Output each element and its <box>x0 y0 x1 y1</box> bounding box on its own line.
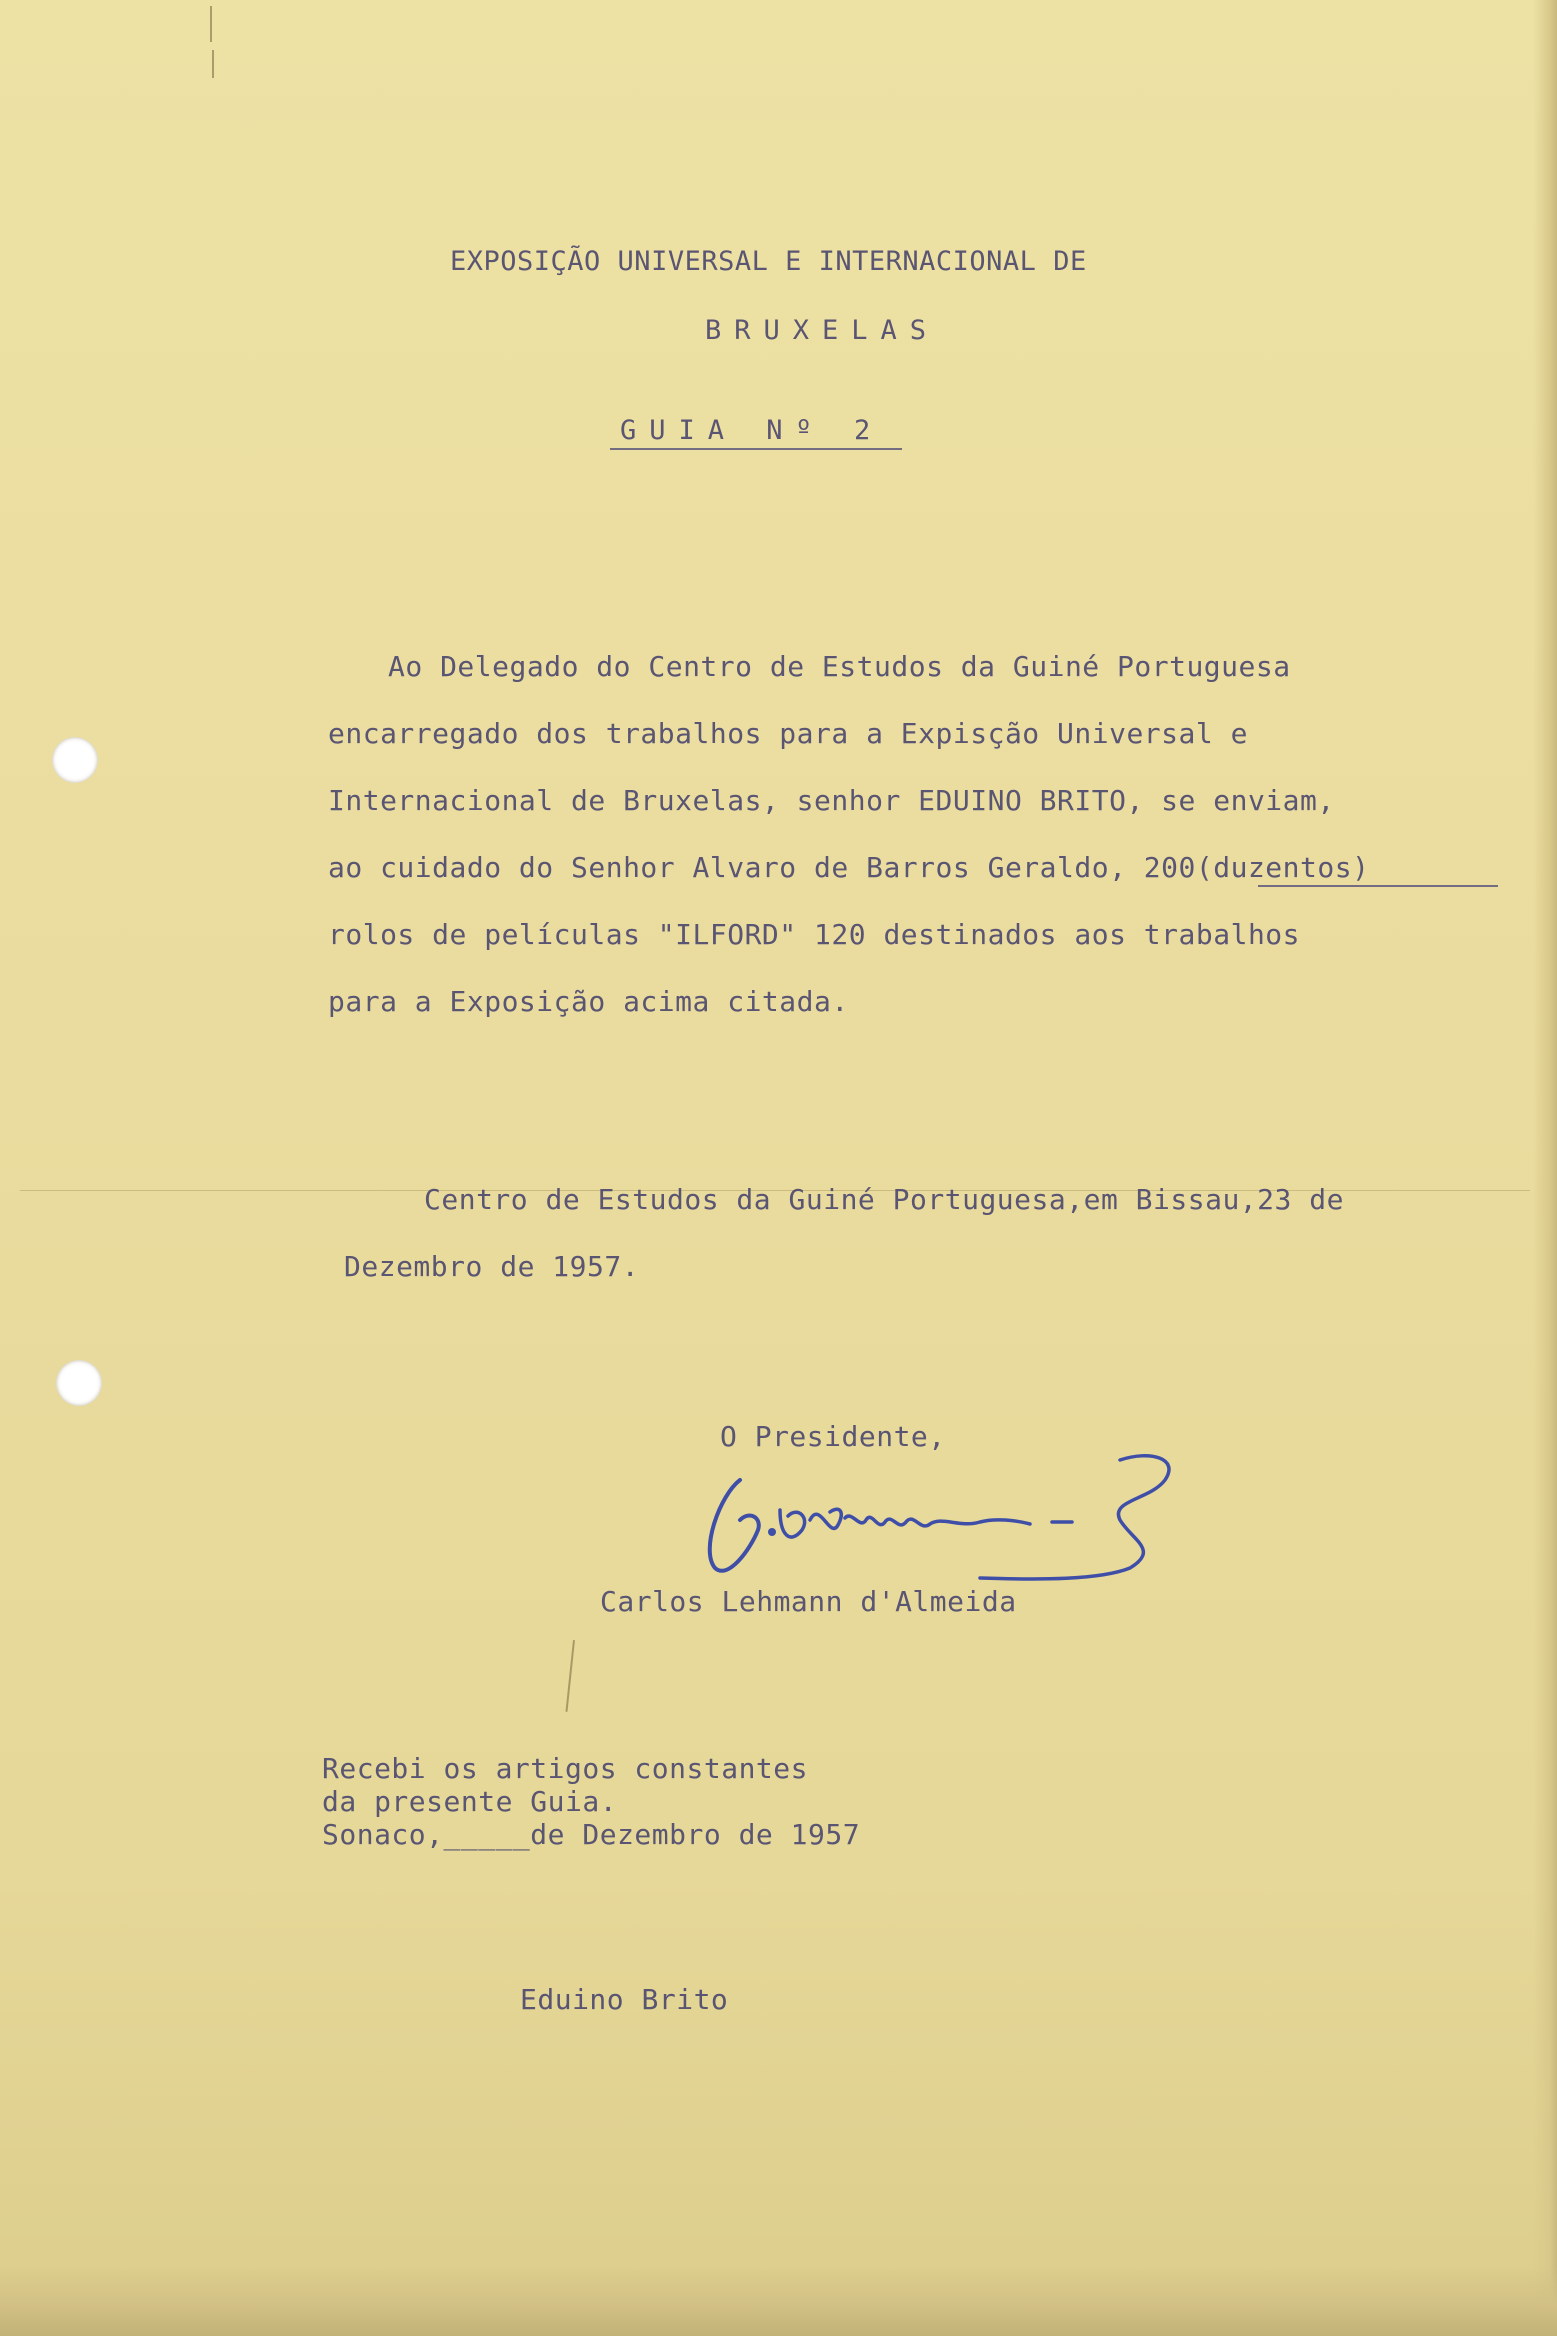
place-date-line-2: Dezembro de 1957. <box>344 1250 640 1283</box>
paper-edge-shadow <box>1533 0 1557 2336</box>
paper-crease <box>565 1640 575 1712</box>
handwritten-signature <box>680 1440 1200 1590</box>
quantity-underline <box>1258 885 1498 887</box>
receipt-line-1: Recebi os artigos constantes <box>322 1752 809 1785</box>
header-line-1: EXPOSIÇÃO UNIVERSAL E INTERNACIONAL DE <box>450 246 1087 277</box>
body-line-1: Ao Delegado do Centro de Estudos da Guiné Portuguesa <box>388 650 1291 683</box>
receipt-line-3: Sonaco,_____de Dezembro de 1957 <box>322 1818 861 1851</box>
header-line-2: BRUXELAS <box>705 315 940 346</box>
punch-hole-bottom <box>56 1360 102 1406</box>
body-line-3: Internacional de Bruxelas, senhor EDUINO BRITO, se enviam, <box>328 784 1335 817</box>
body-line-4: ao cuidado do Senhor Alvaro de Barros Geraldo, 200(duzentos) <box>328 851 1370 884</box>
guide-title-underline <box>610 448 902 450</box>
receipt-name: Eduino Brito <box>520 1983 729 2016</box>
punch-hole-top <box>52 737 98 783</box>
margin-mark <box>210 6 212 42</box>
guide-title: GUIA Nº 2 <box>620 415 884 446</box>
signatory-name: Carlos Lehmann d'Almeida <box>600 1585 1017 1618</box>
body-line-6: para a Exposição acima citada. <box>328 985 849 1018</box>
margin-mark <box>212 50 214 78</box>
salutation: O Presidente, <box>720 1420 946 1453</box>
body-line-2: encarregado dos trabalhos para a Expisção Universal e <box>328 717 1248 750</box>
paper-bottom-wear <box>0 2266 1557 2336</box>
receipt-line-2: da presente Guia. <box>322 1785 618 1818</box>
body-line-5: rolos de películas "ILFORD" 120 destinados aos trabalhos <box>328 918 1301 951</box>
place-date-line-1: Centro de Estudos da Guiné Portuguesa,em Bissau,23 de <box>424 1183 1344 1216</box>
